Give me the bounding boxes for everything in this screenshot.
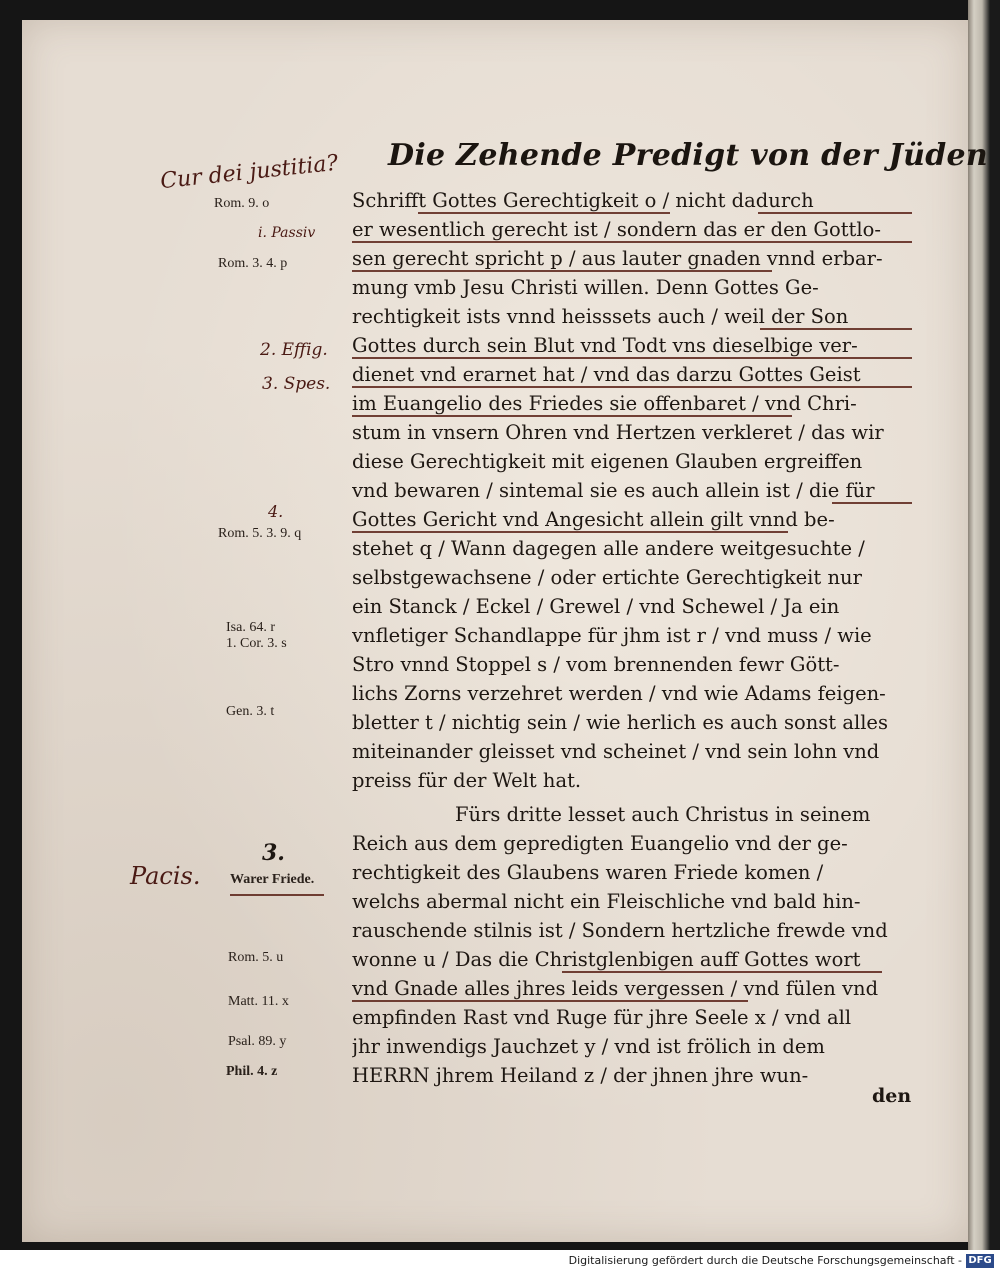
body-line: vnd Gnade alles jhres leids vergessen / vnd fülen vnd — [352, 977, 879, 1000]
body-line: dienet vnd erarnet hat / vnd das darzu Gottes Geist — [352, 363, 861, 386]
body-line: miteinander gleisset vnd scheinet / vnd sein lohn vnd — [352, 740, 880, 763]
body-line: jhr inwendigs Jauchzet y / vnd ist frölich in dem — [352, 1035, 825, 1058]
margin-ref-matt-11: Matt. 11. x — [228, 994, 289, 1009]
handwritten-underline — [352, 241, 912, 243]
margin-ref-psal-89: Psal. 89. y — [228, 1034, 287, 1049]
body-line: rauschende stilnis ist / Sondern hertzliche frewde vnd — [352, 919, 888, 942]
handwritten-underline — [352, 357, 912, 359]
handwritten-underline — [562, 971, 882, 973]
handwritten-note-effig: 2. Effig. — [260, 340, 328, 360]
handwritten-note-num4: 4. — [268, 502, 284, 521]
body-line: Gottes durch sein Blut vnd Todt vns dieselbige ver- — [352, 334, 858, 357]
body-line: lichs Zorns verzehret werden / vnd wie Adams feigen- — [352, 682, 886, 705]
handwritten-note-spes: 3. Spes. — [262, 374, 331, 394]
handwritten-underline — [832, 502, 912, 504]
body-line: Fürs dritte lesset auch Christus in seinem — [455, 803, 871, 826]
margin-ref-isa-64: Isa. 64. r — [226, 620, 275, 635]
running-head: Die Zehende Predigt von der Jüden — [388, 138, 989, 173]
margin-ref-rom-5-3-9: Rom. 5. 3. 9. q — [218, 526, 302, 541]
body-line: rechtigkeit ists vnnd heisssets auch / weil der Son — [352, 305, 849, 328]
handwritten-underline — [758, 212, 912, 214]
body-line: rechtigkeit des Glaubens waren Friede komen / — [352, 861, 824, 884]
handwritten-underline — [352, 531, 788, 533]
handwritten-underline — [760, 328, 912, 330]
margin-ref-rom-5: Rom. 5. u — [228, 950, 284, 965]
body-line: welchs abermal nicht ein Fleischliche vnd bald hin- — [352, 890, 861, 913]
handwritten-underline — [352, 270, 772, 272]
body-line: selbstgewachsene / oder ertichte Gerechtigkeit nur — [352, 566, 862, 589]
body-line: Stro vnnd Stoppel s / vom brennenden fewr Gött- — [352, 653, 840, 676]
handwritten-note-top: Cur dei justitia? — [159, 150, 340, 195]
body-line: mung vmb Jesu Christi willen. Denn Gottes Ge- — [352, 276, 819, 299]
body-line: vnd bewaren / sintemal sie es auch allein ist / die für — [352, 479, 875, 502]
body-line: empfinden Rast vnd Ruge für jhre Seele x / vnd all — [352, 1006, 852, 1029]
body-line: sen gerecht spricht p / aus lauter gnaden vnnd erbar- — [352, 247, 883, 270]
body-line: HERRN jhrem Heiland z / der jhnen jhre wun- — [352, 1064, 809, 1087]
dfg-logo-icon: DFG — [966, 1254, 994, 1268]
handwritten-note-pacis: Pacis. — [130, 862, 201, 890]
margin-ref-gen-3: Gen. 3. t — [226, 704, 275, 719]
scan-edge — [968, 0, 1000, 1250]
funding-credit: Digitalisierung gefördert durch die Deutsche Forschungsgemeinschaft - — [568, 1254, 962, 1267]
handwritten-underline-friede — [230, 894, 324, 896]
body-line: stum in vnsern Ohren vnd Hertzen verkleret / das wir — [352, 421, 884, 444]
handwritten-note-num3: 3. — [262, 840, 285, 866]
body-line: stehet q / Wann dagegen alle andere weitgesuchte / — [352, 537, 865, 560]
margin-ref-rom-3-4: Rom. 3. 4. p — [218, 256, 288, 271]
body-line: er wesentlich gerecht ist / sondern das er den Gottlo- — [352, 218, 881, 241]
handwritten-note-passiv: i. Passiv — [258, 225, 316, 241]
body-line: wonne u / Das die Christglenbigen auff Gottes wort — [352, 948, 861, 971]
catchword: den — [872, 1085, 912, 1107]
margin-ref-rom-9: Rom. 9. o — [214, 196, 270, 211]
body-line: im Euangelio des Friedes sie offenbaret / vnd Chri- — [352, 392, 857, 415]
margin-ref-phil-4: Phil. 4. z — [226, 1064, 278, 1079]
body-line: diese Gerechtigkeit mit eigenen Glauben ergreiffen — [352, 450, 863, 473]
handwritten-underline — [418, 212, 670, 214]
body-line: vnfletiger Schandlappe für jhm ist r / vnd muss / wie — [352, 624, 872, 647]
body-line: preiss für der Welt hat. — [352, 769, 582, 792]
margin-ref-cor-3: 1. Cor. 3. s — [226, 636, 287, 651]
body-line: ein Stanck / Eckel / Grewel / vnd Schewel / Ja ein — [352, 595, 840, 618]
margin-ref-warer-friede: Warer Friede. — [230, 872, 315, 887]
handwritten-underline — [352, 1000, 748, 1002]
body-line: Reich aus dem gepredigten Euangelio vnd der ge- — [352, 832, 848, 855]
body-line: bletter t / nichtig sein / wie herlich es auch sonst alles — [352, 711, 888, 734]
handwritten-underline — [352, 386, 912, 388]
body-line: Gottes Gericht vnd Angesicht allein gilt vnnd be- — [352, 508, 835, 531]
handwritten-underline — [352, 415, 792, 417]
body-line: Schrifft Gottes Gerechtigkeit o / nicht dadurch — [352, 189, 814, 212]
